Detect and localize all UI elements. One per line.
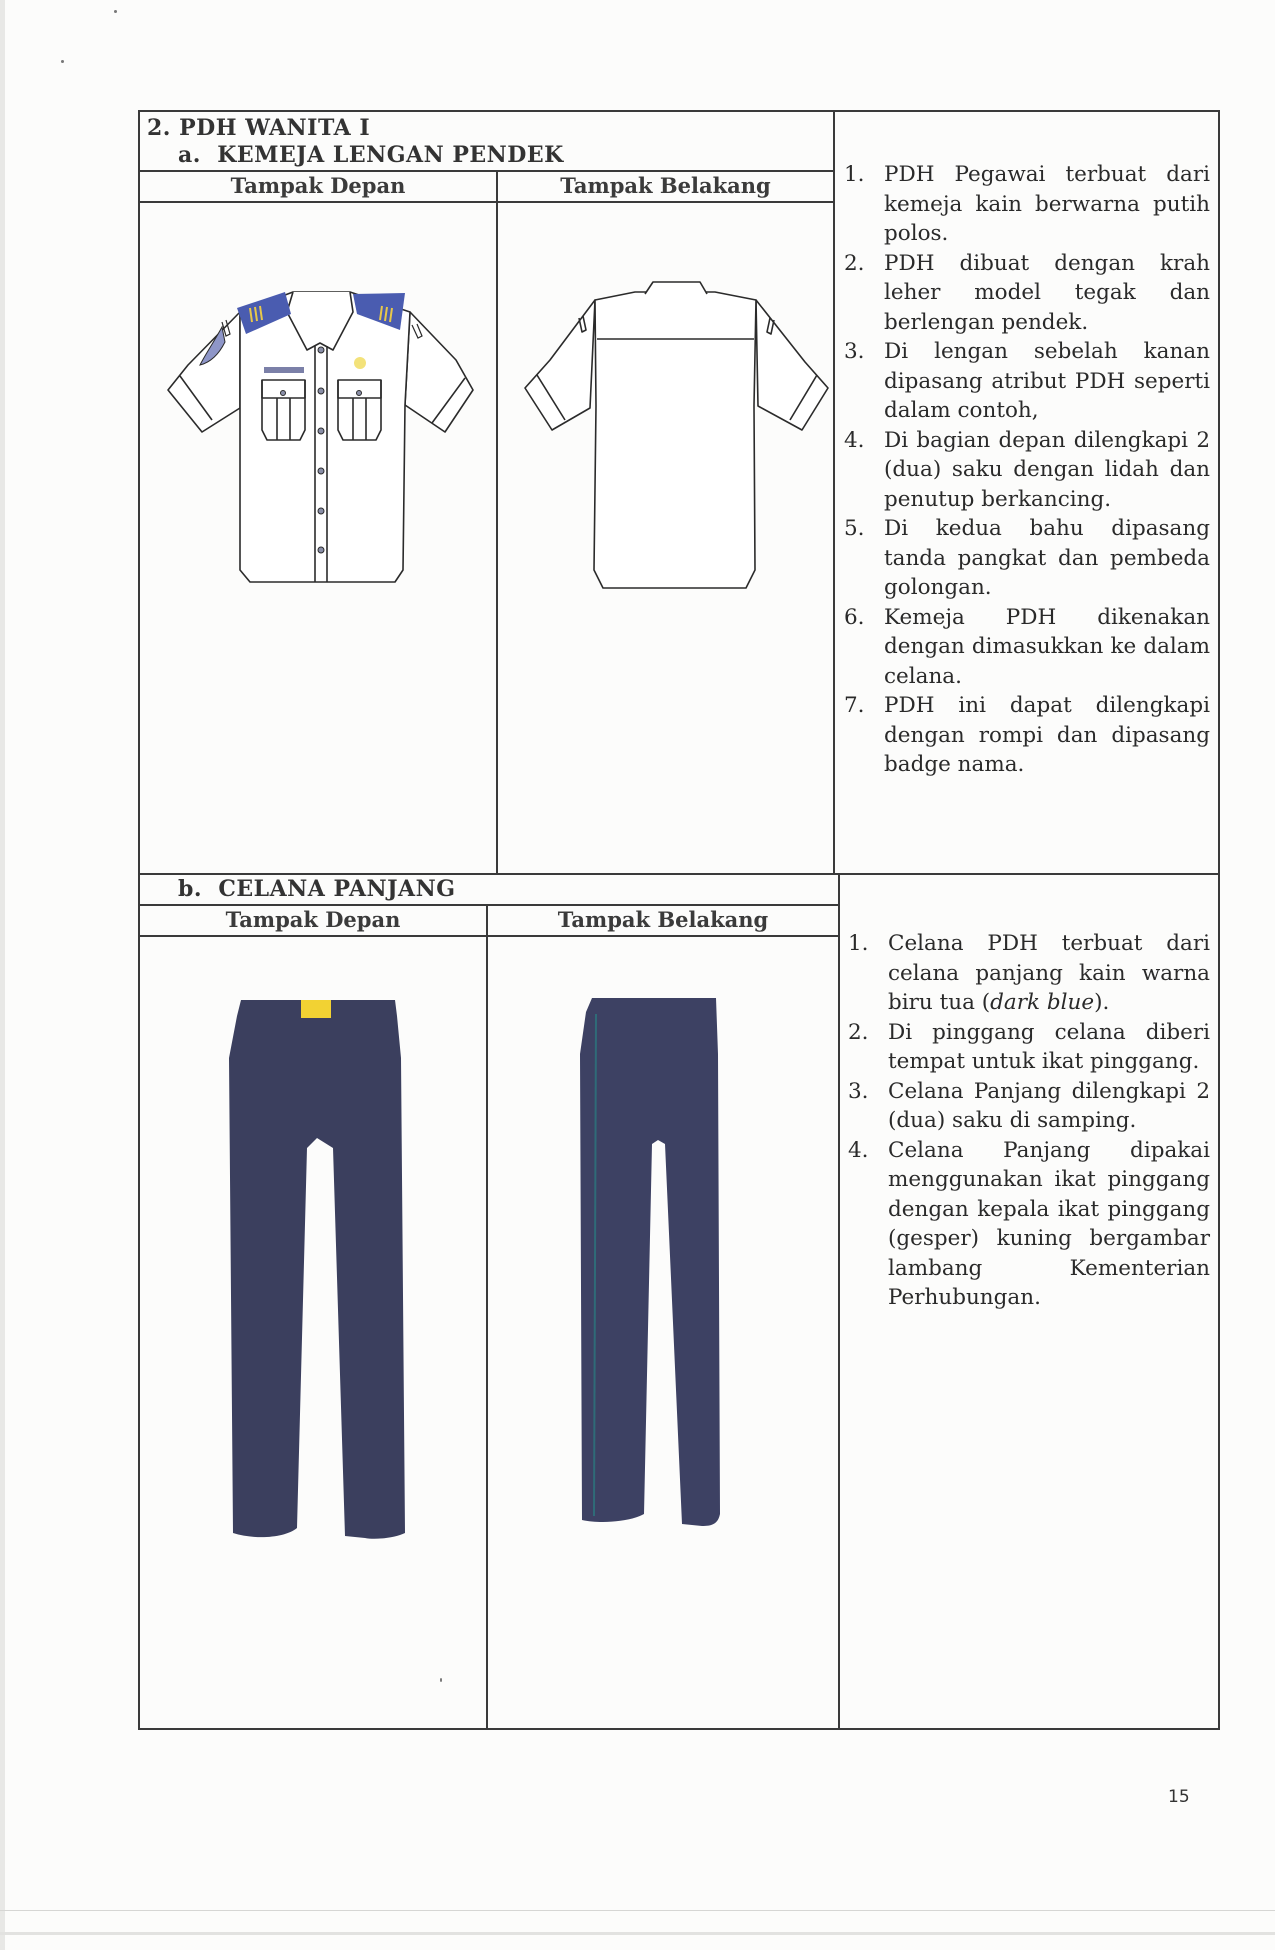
left-pocket	[262, 380, 305, 440]
section-title: 2. PDH WANITA I	[147, 115, 371, 141]
list-item: 6. Kemeja PDH dikenakan dengan dimasukkan ke dalam celana.	[844, 604, 1210, 689]
row-divider	[138, 170, 835, 172]
scan-edge	[0, 0, 5, 1950]
list-item: 4. Di bagian depan dilengkapi 2 (dua) saku dengan lidah dan penutup berkancing.	[844, 427, 1210, 512]
list-item: 2. Di pinggang celana diberi tempat untuk ikat pinggang.	[848, 1019, 1210, 1074]
trousers-back-header: Tampak Belakang	[557, 907, 769, 932]
trousers-back-illustration	[570, 994, 730, 1539]
list-item: 1. PDH Pegawai terbuat dari kemeja kain berwarna putih polos.	[844, 162, 1210, 246]
shirt-front-illustration	[160, 270, 490, 600]
row-divider	[138, 201, 835, 203]
trousers-front-fabric	[229, 1000, 405, 1539]
right-pocket	[338, 380, 381, 440]
row-divider	[138, 904, 840, 906]
back-collar	[645, 282, 707, 294]
trousers-description-list	[842, 929, 1210, 1313]
scan-artifact-line	[0, 1932, 1275, 1935]
shirt-description	[838, 160, 1210, 780]
list-item: 2. PDH dibuat dengan krah leher model tegak dan berlengan pendek.	[844, 250, 1210, 335]
trousers-back-fabric	[580, 998, 720, 1526]
list-item: 3. Di lengan sebelah kanan dipasang atribut PDH seperti dalam contoh,	[844, 339, 1210, 423]
back-right-sleeve	[756, 300, 828, 430]
column-divider	[486, 904, 488, 1730]
shirt-front-header: Tampak Depan	[230, 173, 406, 198]
scan-artifact-line	[0, 1910, 1275, 1911]
section-divider	[138, 873, 1220, 875]
list-item: 3. Celana Panjang dilengkapi 2 (dua) saku di samping.	[848, 1078, 1210, 1133]
trousers-subtitle: b. CELANA PANJANG	[178, 876, 456, 902]
scan-speck	[61, 60, 64, 63]
shirt-subtitle: a. KEMEJA LENGAN PENDEK	[178, 142, 564, 168]
list-item: 7. PDH ini dapat dilengkapi dengan rompi dan dipasang badge nama.	[844, 693, 1210, 777]
belt-buckle	[301, 1000, 331, 1018]
shirt-back-header: Tampak Belakang	[560, 173, 771, 198]
trousers-front-illustration	[225, 998, 415, 1543]
scan-speck	[114, 10, 117, 13]
list-item: 5. Di kedua bahu dipasang tanda pangkat dan pembeda golongan.	[844, 516, 1210, 600]
column-divider	[838, 873, 840, 1730]
shirt-front-body	[168, 292, 473, 582]
trousers-description	[842, 929, 1210, 1313]
row-divider	[138, 935, 840, 937]
back-torso	[594, 292, 756, 588]
page-number: 15	[1168, 1787, 1190, 1807]
list-item: 4. Celana Panjang dipakai menggunakan ikat pinggang dengan kepala ikat pinggang (gesper) kuning bergambar lambang Kementerian Perhubungan.	[848, 1137, 1210, 1310]
name-badge	[264, 367, 304, 373]
list-item: 1. Celana PDH terbuat dari celana panjang kain warna biru tua (dark blue).	[848, 931, 1210, 1015]
trousers-front-header: Tampak Depan	[225, 907, 401, 932]
emblem-icon	[354, 357, 366, 369]
shirt-back-illustration	[510, 270, 840, 600]
shirt-description-list	[838, 160, 1210, 780]
column-divider	[496, 170, 498, 875]
